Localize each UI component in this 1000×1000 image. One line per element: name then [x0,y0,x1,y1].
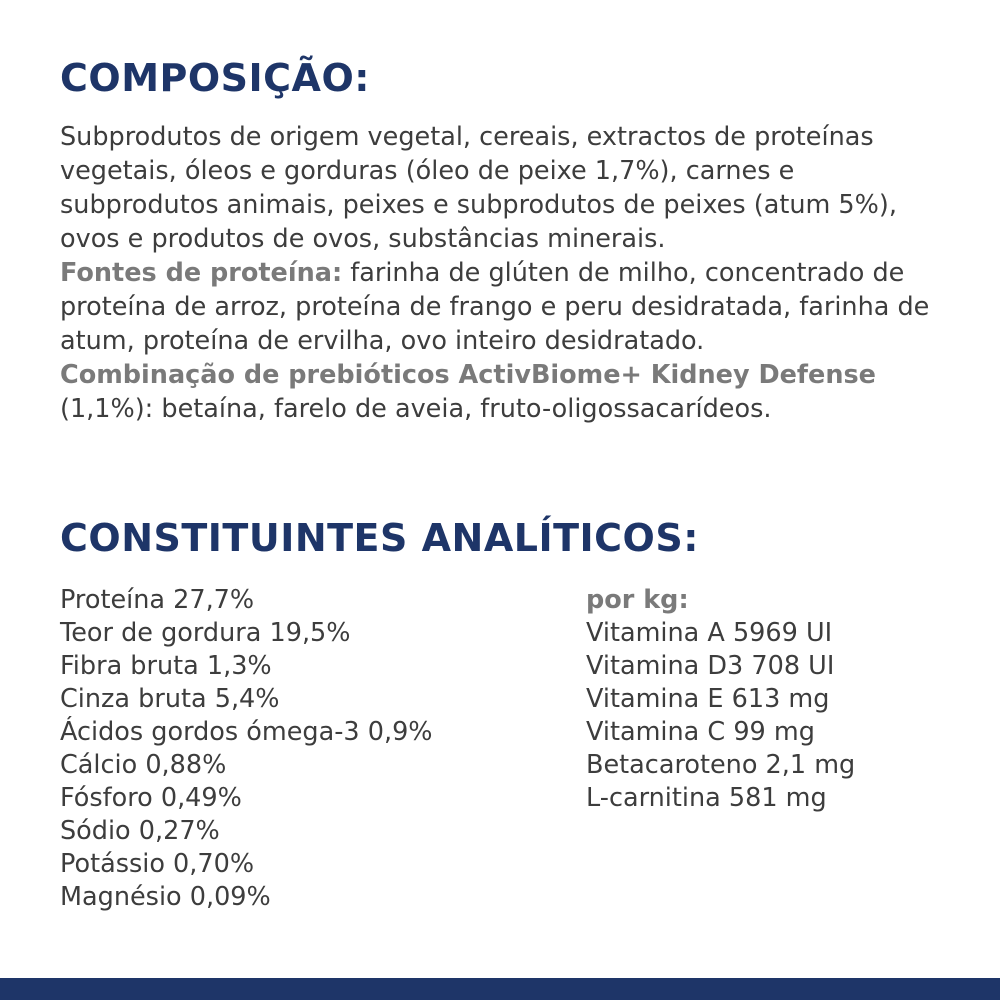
vitamin-item: Vitamina A 5969 UI [586,618,833,648]
constituent-item: Teor de gordura 19,5% [60,618,351,648]
composition-paragraph: Subprodutos de origem vegetal, cereais, extractos de proteínas vegetais, óleos e gorduras (óleo de peixe 1,7%), carnes e subprodutos animais, peixes e subprodutos de peixes (atum 5%), ovos e produtos de ovos, substâncias minerais. [60,122,897,254]
bottom-brand-bar [0,978,1000,1000]
composition-text-block [60,120,960,426]
prebiotics-text: (1,1%): betaína, farelo de aveia, fruto-oligossacarídeos. [60,394,772,424]
constituent-item: Magnésio 0,09% [60,882,271,912]
vitamin-item: Vitamina E 613 mg [586,684,830,714]
vitamin-item: Vitamina C 99 mg [586,717,815,747]
constituent-item: Fósforo 0,49% [60,783,242,813]
per-kg-label: por kg: [586,585,689,615]
protein-sources-paragraph [60,256,960,358]
prebiotics-label: Combinação de prebióticos ActivBiome+ Kidney Defense [60,360,876,390]
constituent-item: Cálcio 0,88% [60,750,227,780]
analytical-constituents-heading: CONSTITUINTES ANALÍTICOS: [60,516,699,560]
vitamin-item: Betacaroteno 2,1 mg [586,750,856,780]
prebiotics-paragraph [60,358,960,426]
vitamin-item: L-carnitina 581 mg [586,783,827,813]
composition-heading: COMPOSIÇÃO: [60,56,370,100]
protein-sources-text: farinha de glúten de milho, concentrado de proteína de arroz, proteína de frango e peru desidratada, farinha de atum, proteína de ervilha, ovo inteiro desidratado. [60,258,930,356]
constituent-item: Proteína 27,7% [60,585,255,615]
constituent-item: Ácidos gordos ómega-3 0,9% [60,717,433,747]
protein-sources-label: Fontes de proteína: [60,258,343,288]
constituent-item: Sódio 0,27% [60,816,220,846]
analytical-constituents-list [60,584,433,914]
constituent-item: Fibra bruta 1,3% [60,651,272,681]
vitamin-item: Vitamina D3 708 UI [586,651,835,681]
per-kg-vitamins-list [586,584,855,815]
constituent-item: Potássio 0,70% [60,849,255,879]
constituent-item: Cinza bruta 5,4% [60,684,280,714]
